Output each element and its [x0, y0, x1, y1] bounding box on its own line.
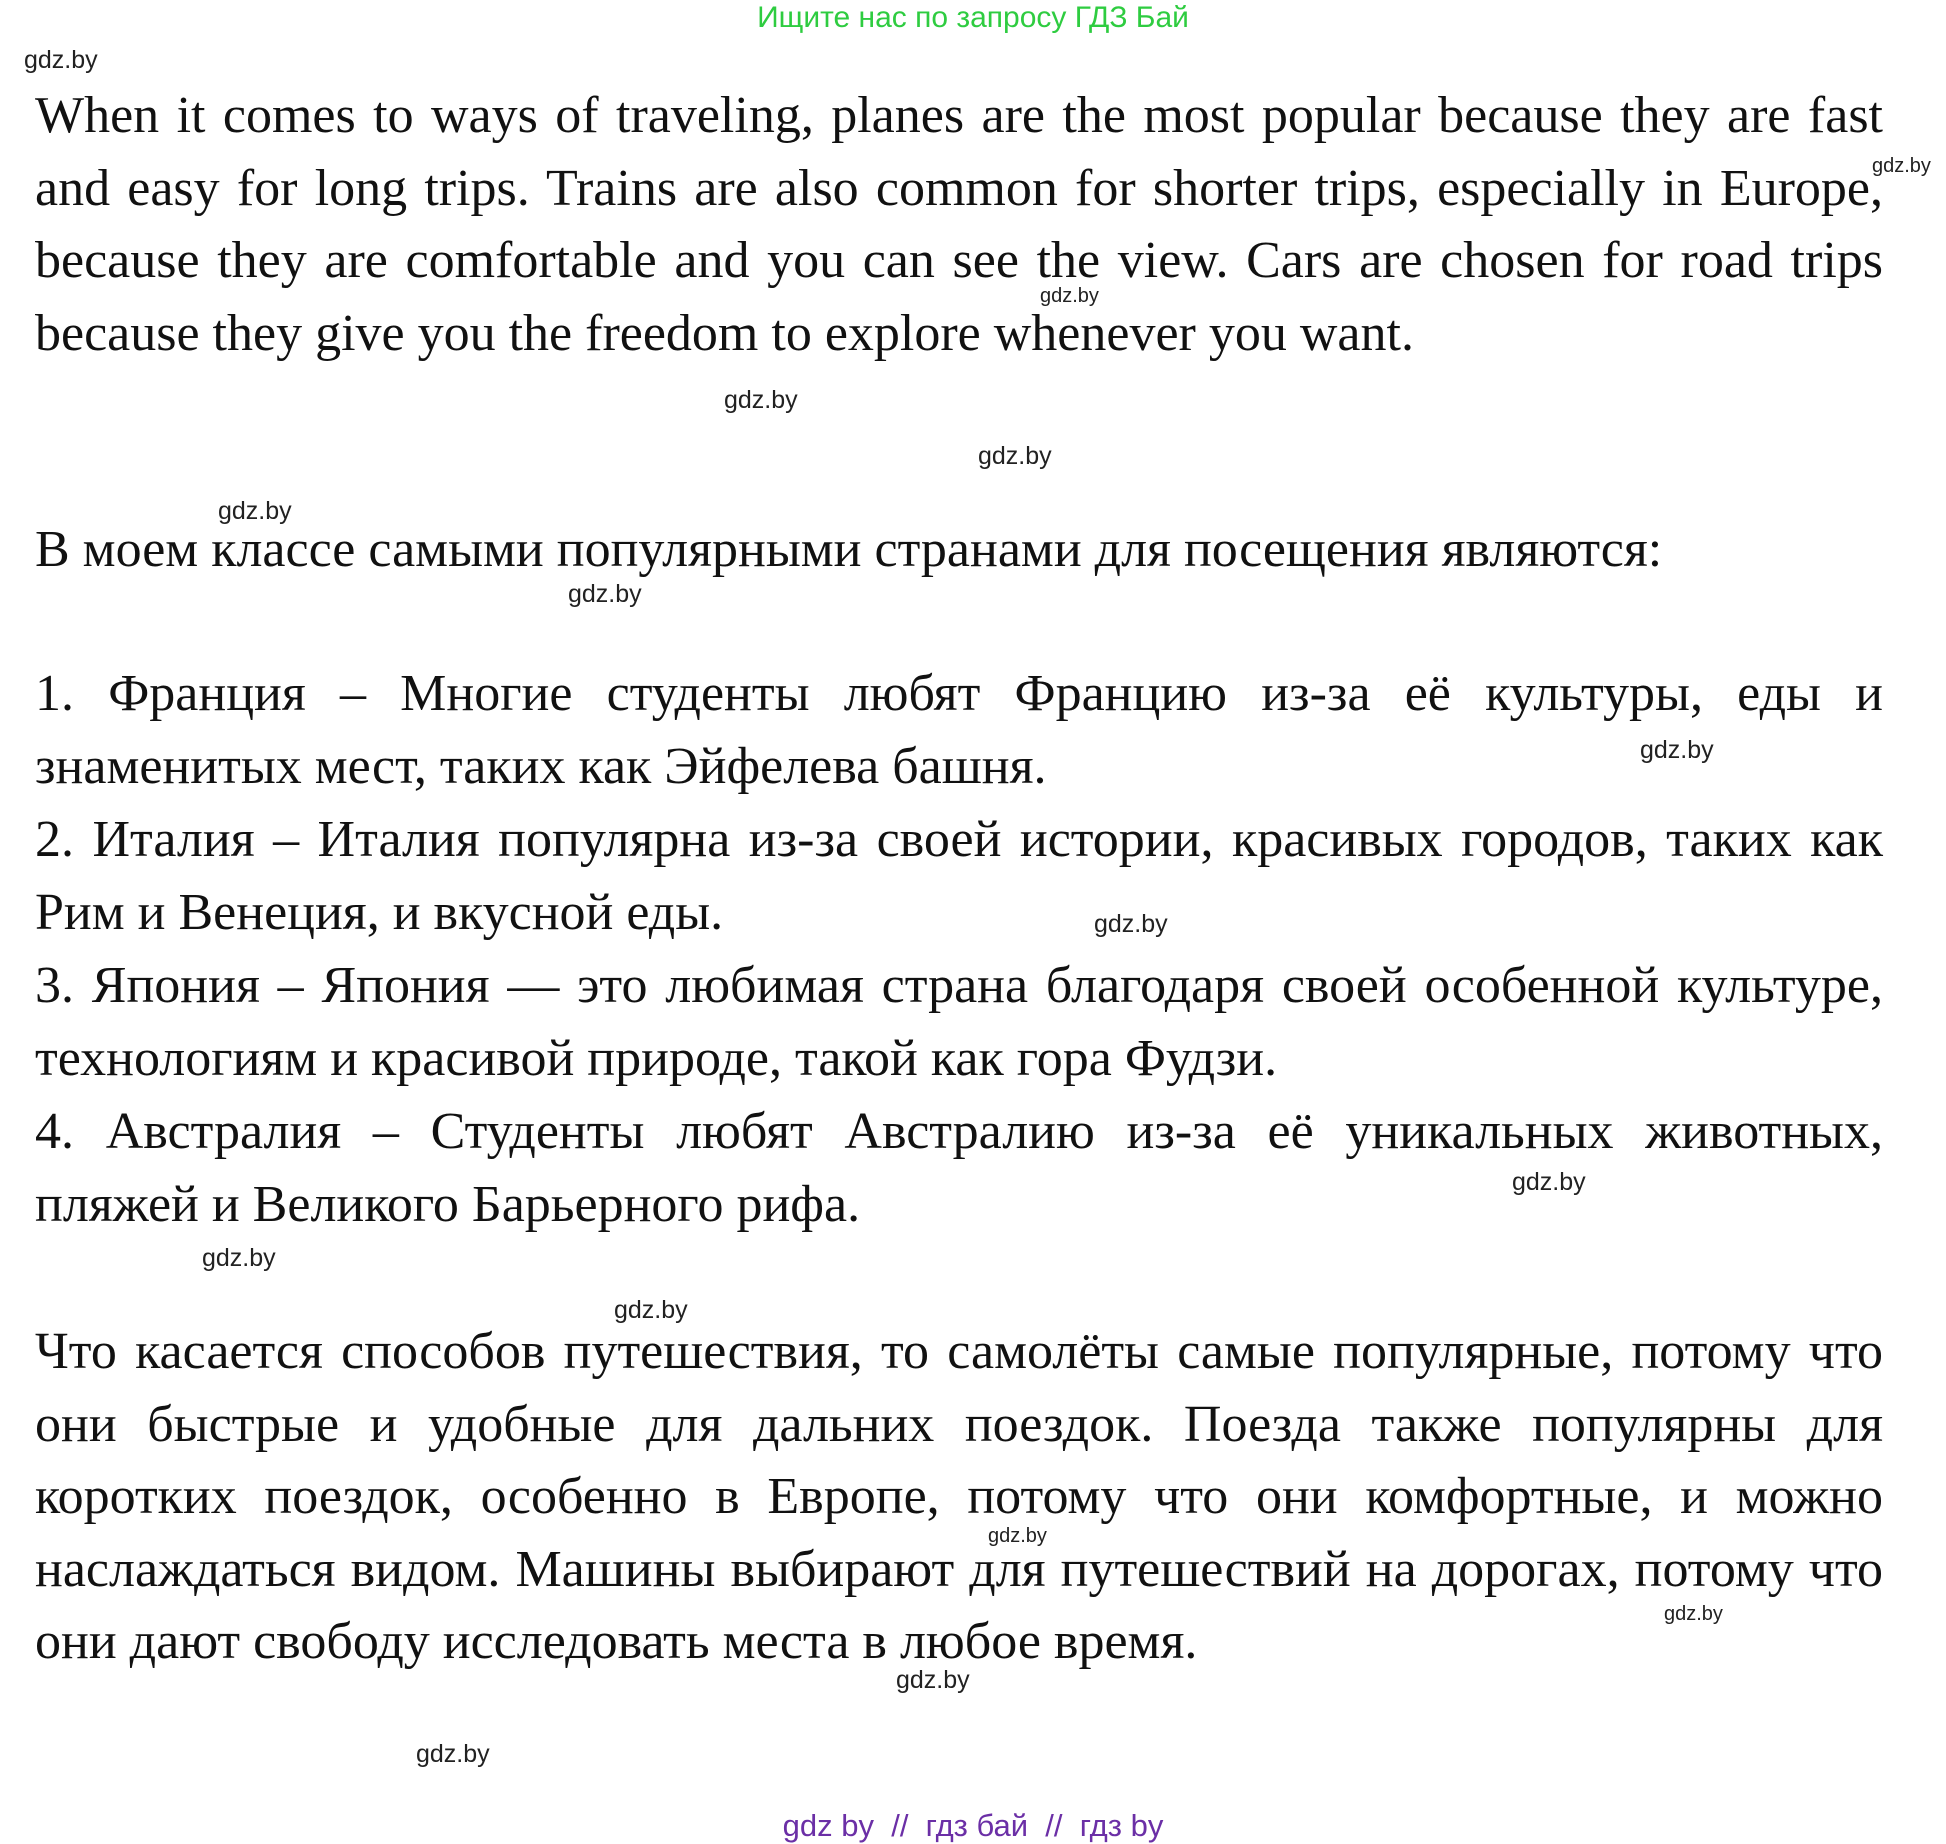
watermark: gdz.by	[24, 46, 98, 74]
english-paragraph: When it comes to ways of traveling, planes are the most popular because they are fast and easy for long trips. Trains are also common for shorter trips, especially in Europe, because they are comfortable and you can see the view. Cars are chosen for road trips because they give you the freedom to explore whenever you want.	[35, 87, 1883, 362]
list-item: 3. Япония – Япония — это любимая страна благодаря своей особенной культуре, технологиям и красивой природе, такой как гора Фудзи.	[35, 957, 1883, 1087]
watermark: gdz.by	[978, 442, 1052, 470]
watermark: gdz.by	[218, 497, 292, 525]
intro-text: В моем классе самыми популярными странами для посещения являются:	[35, 521, 1663, 578]
top-banner: Ищите нас по запросу ГДЗ Бай	[757, 1, 1189, 34]
watermark: gdz.by	[1640, 736, 1714, 764]
watermark: gdz.by	[568, 580, 642, 608]
russian-paragraph: Что касается способов путешествия, то самолёты самые популярные, потому что они быстрые и удобные для дальних поездок. Поезда также популярны для коротких поездок, особенно в Европе, потому что они комфортные, и можно наслаждаться видом. Машины выбирают для путешествий на дорогах, потому что они дают свободу исследовать места в любое время.	[35, 1323, 1883, 1670]
list-item: 2. Италия – Италия популярна из-за своей истории, красивых городов, таких как Рим и Венеция, и вкусной еды.	[35, 811, 1883, 941]
watermark: gdz.by	[1872, 155, 1931, 177]
list-item: 4. Австралия – Студенты любят Австралию из-за её уникальных животных, пляжей и Великого Барьерного рифа.	[35, 1103, 1883, 1233]
watermark: gdz.by	[724, 386, 798, 414]
footer-links: gdz by // гдз бай // гдз by	[782, 1808, 1164, 1843]
watermark: gdz.by	[202, 1244, 276, 1272]
watermark: gdz.by	[1040, 285, 1099, 307]
watermark: gdz.by	[1094, 910, 1168, 938]
watermark: gdz.by	[1512, 1168, 1586, 1196]
watermark: gdz.by	[896, 1666, 970, 1694]
watermark: gdz.by	[416, 1740, 490, 1768]
watermark: gdz.by	[1664, 1603, 1723, 1625]
list-item: 1. Франция – Многие студенты любят Францию из-за её культуры, еды и знаменитых мест, таких как Эйфелева башня.	[35, 665, 1883, 795]
watermark: gdz.by	[614, 1296, 688, 1324]
watermark: gdz.by	[988, 1525, 1047, 1547]
